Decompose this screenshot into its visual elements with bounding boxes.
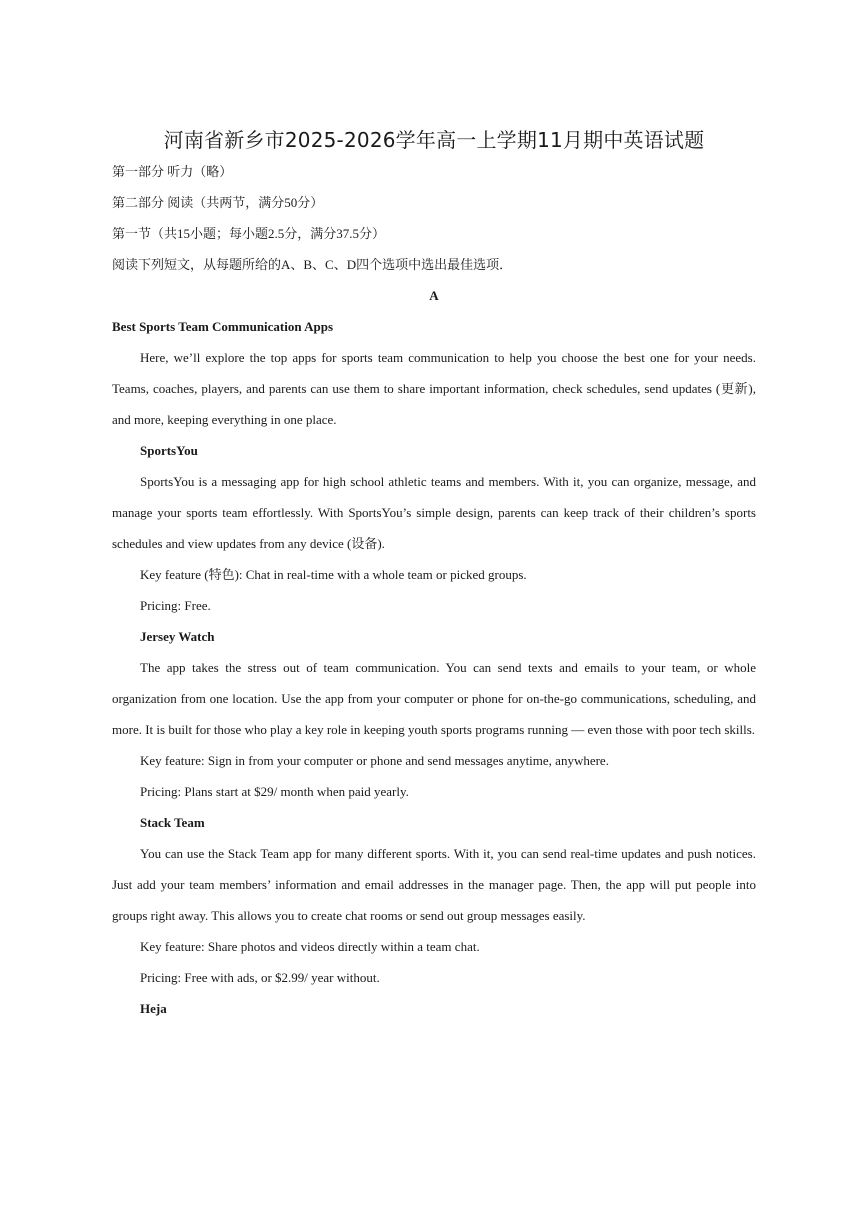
app-pricing-jersey-watch: Pricing: Plans start at $29/ month when paid yearly.	[140, 784, 409, 799]
section-one-heading: 第一节（共15小题；每小题2.5分，满分37.5分）	[112, 226, 386, 241]
passage-intro: Here, we’ll explore the top apps for sports team communication to help you choose the best one for your needs. Teams, coaches, players, and parents can use them to share important information, check schedules, send updates (更新), and more, keeping everything in one place.	[112, 350, 756, 427]
instruction-text: 阅读下列短文，从每题所给的A、B、C、D四个选项中选出最佳选项．	[112, 257, 513, 272]
passage-heading: Best Sports Team Communication Apps	[112, 319, 334, 334]
app-description-stack-team: You can use the Stack Team app for many different sports. With it, you can send real-time updates and push notices. Just add your team members’ information and email addresses in the manager page. Then, the app will put people into groups right away. This allows you to create chat rooms or send out group messages easily.	[112, 846, 756, 923]
page-title: 河南省新乡市2025-2026学年高一上学期11月期中英语试题	[163, 128, 705, 152]
part-two-heading: 第二部分 阅读（共两节，满分50分）	[112, 195, 324, 210]
part-one-heading: 第一部分 听力（略）	[112, 164, 233, 179]
app-name-sportsyou: SportsYou	[140, 443, 198, 458]
app-feature-sportsyou: Key feature (特色): Chat in real-time with a whole team or picked groups.	[140, 567, 527, 582]
app-pricing-sportsyou: Pricing: Free.	[140, 598, 211, 613]
app-feature-stack-team: Key feature: Share photos and videos directly within a team chat.	[140, 939, 480, 954]
app-feature-jersey-watch: Key feature: Sign in from your computer or phone and send messages anytime, anywhere.	[140, 753, 609, 768]
passage-letter: A	[429, 288, 439, 303]
app-name-stack-team: Stack Team	[140, 815, 205, 830]
app-description-sportsyou: SportsYou is a messaging app for high school athletic teams and members. With it, you can organize, message, and manage your sports team effortlessly. With SportsYou’s simple design, parents can keep track of their children’s sports schedules and view updates from any device (设备).	[112, 474, 756, 551]
app-pricing-stack-team: Pricing: Free with ads, or $2.99/ year without.	[140, 970, 380, 985]
app-name-jersey-watch: Jersey Watch	[140, 629, 215, 644]
app-name-heja: Heja	[140, 1001, 167, 1016]
app-description-jersey-watch: The app takes the stress out of team communication. You can send texts and emails to your team, or whole organization from one location. Use the app from your computer or phone for on-the-go communications, scheduling, and more. It is built for those who play a key role in keeping youth sports programs running — even those with poor tech skills.	[112, 660, 756, 737]
